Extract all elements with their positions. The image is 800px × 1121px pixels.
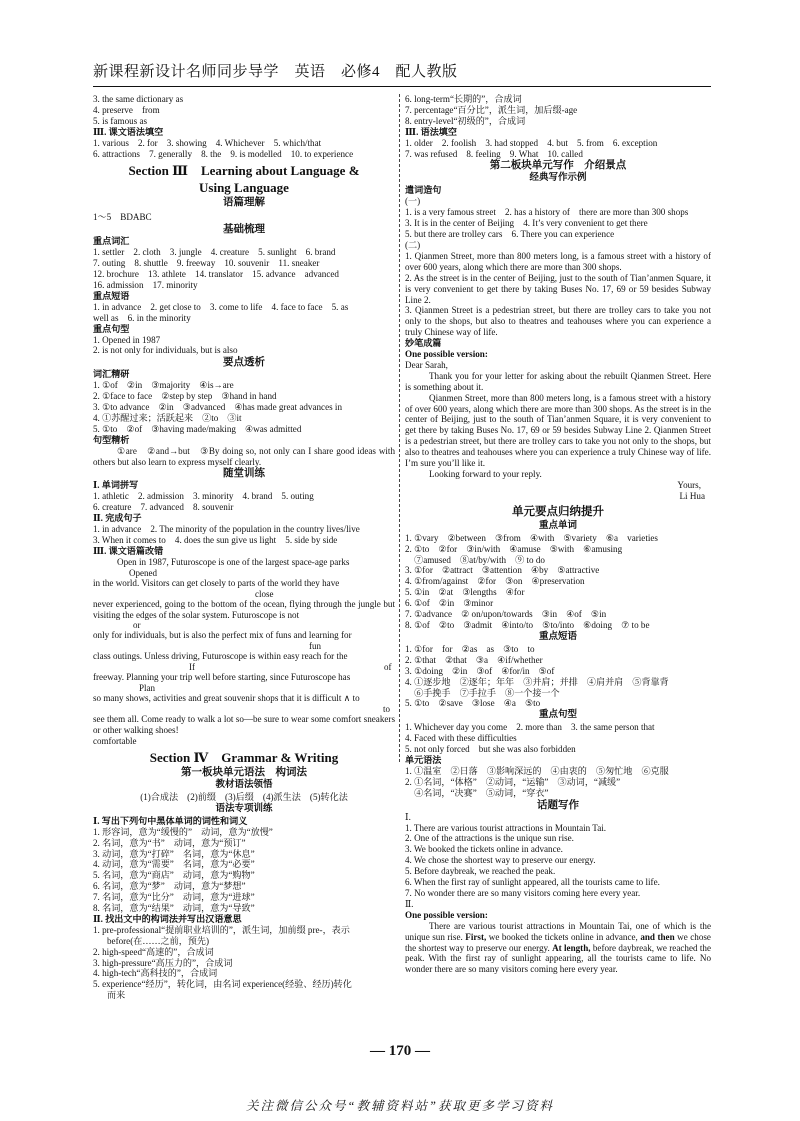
text-line: 5. not only forced but she was also forbidden	[405, 744, 576, 755]
correction: or	[133, 620, 141, 631]
text-line: 4. ①逐步地 ②逐年；年年 ③并肩；并排 ④肩并肩 ⑤背靠背	[405, 676, 669, 687]
text-line: 7. No wonder there are so many visitors coming here every year.	[405, 888, 641, 898]
essay-connector: At length,	[552, 942, 591, 953]
text-line: 8. entry-level“初级的”，合成词	[405, 115, 526, 126]
section-heading: 重点词汇	[93, 236, 130, 247]
right-column	[405, 94, 711, 975]
error-text-line: Open in 1987, Futuroscope is one of the largest space-age parks	[117, 556, 350, 567]
text-line: Ⅰ.	[405, 811, 411, 822]
essay-connector: and then	[640, 931, 675, 942]
text-line: 5. 名词，意为“商店” 动词，意为“购物”	[93, 870, 255, 881]
subsection-title: 教材语法领悟	[215, 779, 273, 790]
section-title: Using Language	[199, 180, 289, 196]
text-line: 6. 名词，意为“梦” 动词，意为“梦想”	[93, 881, 246, 892]
text-line: (一)	[405, 196, 421, 207]
text-line: 8. 名词，意为“结果” 动词，意为“导致”	[93, 903, 255, 914]
text-line: 4. We chose the shortest way to preserve our energy.	[405, 855, 596, 866]
page-header: 新课程新设计名师同步导学 英语 必修4 配人教版	[93, 64, 458, 80]
text-line: 2. ①to ②for ③in/with ④amuse ⑤with ⑥amusing	[405, 543, 623, 554]
error-text-line: so many shows, activities and great souvenir shops that it is difficult ∧ to	[93, 693, 360, 704]
text-line: 2. high-speed“高速的”，合成词	[93, 946, 214, 957]
subsection-title: 经典写作示例	[529, 173, 587, 184]
subsection-title: 话题写作	[537, 799, 579, 811]
correction: to	[383, 704, 391, 715]
subsection-title: 重点句型	[538, 710, 577, 721]
section-heading: Ⅰ. 写出下列句中黑体单词的词性和词义	[93, 815, 248, 826]
text-line: 3. ①to advance ②in ③advanced ④has made great advances in	[93, 402, 343, 413]
section-title: Section Ⅲ Learning about Language &	[128, 163, 360, 179]
text-line: 2. ①face to face ②step by step ③hand in hand	[93, 391, 277, 402]
subsection-title: 基础梳理	[223, 224, 265, 236]
correction: Plan	[139, 683, 156, 694]
essay-text: There are various tourist attractions in Mountain Tai, one of which is the unique sun rise.	[405, 920, 711, 942]
text-line: ⑥手挽手 ⑦手拉手 ⑧一个接一个	[405, 687, 560, 698]
text-line: 6. ①of ②in ③minor	[405, 598, 494, 609]
text-line: 6. creature 7. advanced 8. souvenir	[93, 502, 234, 513]
text-line: 1. Whichever day you come 2. more than 3. the same person that	[405, 722, 655, 733]
correction: Opened	[129, 567, 157, 578]
section-heading: 遣词造句	[405, 185, 442, 196]
correction: fun	[309, 641, 321, 652]
section-title: 单元要点归纳提升	[512, 505, 604, 518]
text-line: 3. the same dictionary as	[93, 94, 184, 104]
error-text-line: freeway. Planning your trip well before starting, since Futuroscope has	[93, 672, 351, 683]
column-divider	[399, 94, 400, 762]
text-line: 1. in advance 2. The minority of the population in the country lives/live	[93, 524, 360, 535]
text-line: 1. ①vary ②between ③from ④with ⑤variety ⑥a varieties	[405, 532, 658, 543]
text-line: 2. is not only for individuals, but is also	[93, 345, 238, 356]
text-line: 4. 动词，意为“需要” 名词，意为“必要”	[93, 859, 255, 870]
section-heading: 重点句型	[93, 323, 130, 334]
letter-paragraph: Thank you for your letter for asking about the rebuilt Qianmen Street. Here is something about it.	[405, 370, 711, 392]
text-paragraph: 2. As the street is in the center of Beijing, just to the south of Tian’anmen Square, it is very convenient to get there by taking Buses No. 17, 69 or 59 besides Subway Line 2.	[405, 272, 711, 305]
text-line: 8. ①of ②to ③admit ④into/to ⑤to/into ⑥doing ⑦ to be	[405, 619, 650, 630]
letter-closing: Yours,	[677, 479, 701, 490]
text-line: Ⅱ.	[405, 898, 414, 909]
section-heading: 句型精析	[93, 434, 130, 445]
letter-paragraph: Qianmen Street, more than 800 meters long, is a famous street with a history of over 600 years, along which there are more than 300 shops. As the street is in the center of Beijing, just to the south of Tian’anmen Square, it is very convenient to get there by taking Buses No. 17, 69 or 59 besides Subway Line 2. Qianmen Street is a pedestrian street, but there are trolley cars to take you not only to the shops, but also to theatres and teahouses where you can experience a truly Chinese way of life. I’m sure you’ll like it.	[405, 392, 711, 469]
text-line: 7. 名词，意为“比分” 动词，意为“进球”	[93, 892, 255, 903]
text-line: 2. ①名词，“体格” ②动词，“运输” ③动词，“减缓”	[405, 776, 621, 787]
essay-connector: First,	[465, 931, 487, 942]
final-essay	[405, 921, 711, 976]
text-line: 7. outing 8. shuttle 9. freeway 10. souvenir 11. sneaker	[93, 258, 320, 269]
text-paragraph: 1. Qianmen Street, more than 800 meters long, is a famous street with a history of over 600 years, along which there are more than 300 shops.	[405, 250, 711, 272]
subsection-title: 第一板块单元语法 构词法	[181, 766, 307, 778]
text-line: 2. One of the attractions is the unique sun rise.	[405, 833, 574, 844]
text-line: 4. high-tech“高科技的”，合成词	[93, 968, 218, 979]
text-line: 3. When it comes to 4. does the sun give us light 5. side by side	[93, 535, 338, 545]
text-line: 7. was refused 8. feeling 9. What 10. called	[405, 148, 583, 159]
text-line: 1. various 2. for 3. showing 4. Whichever 5. which/that	[93, 137, 322, 148]
subsection-title: 语篇理解	[223, 197, 265, 209]
text-line: 12. brochure 13. athlete 14. translator 15. advance advanced	[93, 269, 339, 280]
text-line: 1. settler 2. cloth 3. jungle 4. creature 5. sunlight 6. brand	[93, 247, 336, 258]
text-line: 2. 名词，意为“书” 动词，意为“预订”	[93, 837, 246, 848]
text-line: 4. preserve from	[93, 104, 160, 115]
error-text-line: see them all. Come ready to walk a lot so—be sure to wear some comfort sneakers or other walking shoes!	[93, 714, 395, 735]
version-label: One possible version:	[405, 909, 488, 920]
essay-text: we booked the tickets online in advance,	[488, 931, 638, 942]
letter-paragraph: Looking forward to your reply.	[429, 469, 542, 479]
letter-salutation: Dear Sarah,	[405, 359, 448, 370]
page-number: — 170 —	[370, 1043, 430, 1059]
text-line: 6. attractions 7. generally 8. the 9. is modelled 10. to experience	[93, 148, 354, 159]
letter-signature: Li Hua	[679, 490, 705, 501]
text-line: 1. Opened in 1987	[93, 334, 161, 345]
subsection-title: 语法专项训练	[215, 803, 273, 814]
text-line: 5. but there are trolley cars 6. There you can experience	[405, 229, 615, 240]
error-text-line: never experienced, going to the bottom of the ocean, flying through the jungle but visiting the edges of the solar system. Futuroscope is not	[93, 598, 395, 620]
text-line: 5. Before daybreak, we reached the peak.	[405, 866, 556, 877]
text-line: 5. is famous as	[93, 115, 148, 126]
text-line: before(在……之前，预先)	[107, 935, 210, 946]
subsection-title: 重点短语	[538, 631, 577, 642]
text-line: 5. experience“经历”，转化词，由名词 experience(经验、经历)转化	[93, 979, 352, 990]
text-line: 4. ①from/against ②for ③on ④preservation	[405, 576, 585, 587]
text-line: 6. long-term“长期的”，合成词	[405, 94, 522, 104]
text-line: 1. pre-professional“提前职业培训的”，派生词，加前缀 pre-，表示	[93, 924, 350, 935]
text-line: 6. When the first ray of sunlight appeared, all the tourists came to life.	[405, 877, 660, 888]
text-line: 1. older 2. foolish 3. had stopped 4. but 5. from 6. exception	[405, 137, 658, 148]
section-heading: Ⅰ. 单词拼写	[93, 480, 139, 491]
section-heading: Ⅲ. 课文语篇改错	[93, 545, 164, 556]
error-text-line: in the world. Visitors can get closely to parts of the world they have	[93, 577, 340, 588]
text-line: 1. ①of ②in ③majority ④is→are	[93, 380, 234, 391]
text-line: 1. 形容词，意为“缓慢的” 动词，意为“放慢”	[93, 826, 273, 837]
text-line: ④名词，“决赛” ⑤动词，“穿衣”	[405, 787, 549, 798]
essay-text: we chose the shortest way to preserve our energy.	[405, 931, 711, 953]
text-line: 3. We booked the tickets online in advance.	[405, 844, 563, 855]
section-heading: 单元语法	[405, 755, 442, 766]
text-line: 1. in advance 2. get close to 3. come to life 4. face to face 5. as	[93, 301, 349, 312]
subsection-title: 重点单词	[538, 520, 577, 531]
text-line: 1. ①for for ②as as ③to to	[405, 643, 535, 654]
text-line: 5. ①in ②at ③lengths ④for	[405, 587, 525, 598]
text-line: 而来	[107, 990, 126, 1001]
text-line: 1. ①温室 ②日落 ③影响深远的 ④由衷的 ⑤匆忙地 ⑥克服	[405, 765, 669, 776]
text-line: 3. It is in the center of Beijing 4. It’s very convenient to get there	[405, 218, 648, 229]
correction: comfortable	[93, 735, 137, 746]
text-line: (二)	[405, 239, 421, 250]
correction: If of	[189, 662, 392, 673]
section-heading: Ⅲ. 课文语法填空	[93, 126, 164, 137]
text-line: 5. ①to ②of ③having made/making ④was admitted	[93, 423, 302, 434]
correction: close	[255, 588, 274, 599]
text-line: 4. ①苏醒过来；活跃起来 ②to ③it	[93, 412, 242, 423]
section-heading: 词汇精研	[93, 369, 130, 380]
text-line: 1. There are various tourist attractions in Mountain Tai.	[405, 822, 607, 833]
essay-text: before daybreak, we reached the peak. With the first ray of sunlight appearing, all the tourists came to life. No wonder there are so many visitors coming here every year.	[405, 942, 711, 975]
left-column	[93, 94, 395, 1001]
footer-note: 关注微信公众号“教辅资料站”获取更多学习资料	[246, 1099, 554, 1113]
section-heading: 妙笔成篇	[405, 338, 442, 349]
text-line: ⑦amused ⑧at/by/with ⑨ to do	[405, 554, 545, 565]
text-line: well as 6. in the minority	[93, 312, 191, 323]
text-line: 1. athletic 2. admission 3. minority 4. brand 5. outing	[93, 491, 314, 502]
text-line: 7. ①advance ② on/upon/towards ③in ④of ⑤in	[405, 609, 607, 620]
text-line: 3. 动词，意为“打碎” 名词，意为“休息”	[93, 848, 255, 859]
text-line: 16. admission 17. minority	[93, 279, 198, 290]
text-line: (1)合成法 (2)前缀 (3)后缀 (4)派生法 (5)转化法	[140, 791, 348, 802]
error-text-line: class outings. Unless driving, Futuroscope is within easy reach for the	[93, 651, 348, 662]
subsection-title: 随堂训练	[223, 468, 265, 480]
text-line: 7. percentage“百分比”，派生词，加后缀-age	[405, 104, 578, 115]
answer-line: 1～5 BDABC	[93, 212, 152, 223]
section-heading: 重点短语	[93, 290, 130, 301]
header-rule	[93, 86, 711, 87]
text-line: 3. ①for ②attract ③attention ④by ⑤attractive	[405, 565, 600, 576]
text-line: 3. high-pressure“高压力的”，合成词	[93, 957, 233, 968]
version-label: One possible version:	[405, 349, 488, 360]
text-line: 1. is a very famous street 2. has a history of there are more than 300 shops	[405, 207, 689, 218]
text-line: 3. ①doing ②in ③of ④for/in ⑤of	[405, 665, 555, 676]
text-line: 4. Faced with these difficulties	[405, 733, 517, 744]
section-heading: Ⅲ. 语法填空	[405, 126, 457, 137]
subsection-title: 第二板块单元写作 介绍景点	[489, 160, 627, 172]
text-paragraph: 3. Qianmen Street is a pedestrian street, but there are trolley cars to take you not only to the shops, but also to theatres and teahouses where you can experience a truly Chinese way of life.	[405, 305, 711, 338]
text-paragraph: ①are ②and→but ③By doing so, not only can I share good ideas with others but also learn to express myself clearly.	[93, 445, 395, 467]
text-line: 5. ①to ②save ③lose ④a ⑤to	[405, 698, 541, 709]
section-title: Section Ⅳ Grammar & Writing	[149, 749, 339, 765]
error-text-line: only for individuals, but is also the perfect mix of funs and learning for	[93, 630, 352, 641]
section-heading: Ⅱ. 找出文中的构词法并写出汉语意思	[93, 913, 242, 924]
subsection-title: 要点透析	[223, 357, 265, 369]
section-heading: Ⅱ. 完成句子	[93, 513, 142, 524]
text-line: 2. ①that ②that ③a ④if/whether	[405, 654, 543, 665]
